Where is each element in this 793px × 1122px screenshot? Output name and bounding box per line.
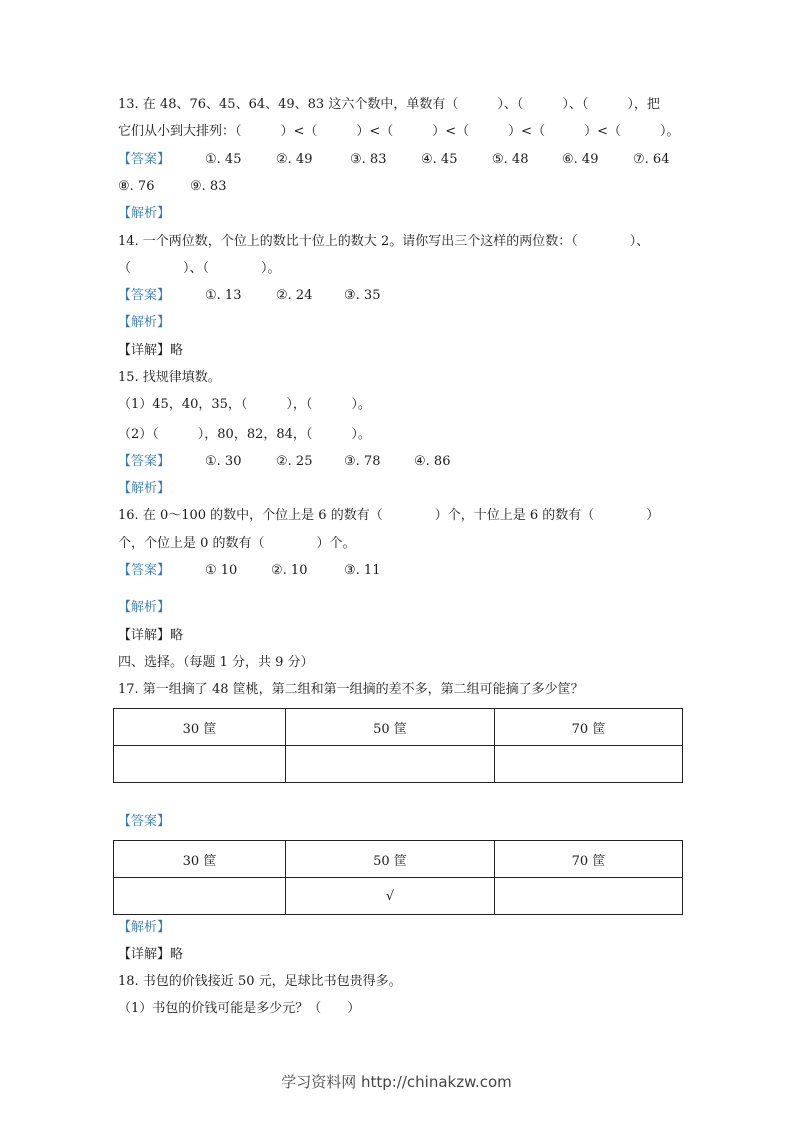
option-cell: 50 筐	[286, 709, 495, 746]
option-cell: 30 筐	[114, 841, 286, 878]
q15-line3: （2）（ ），80，82，84，（ ）。	[118, 427, 371, 442]
table-row	[114, 878, 683, 915]
q18-line1: 18. 书包的价钱接近 50 元，足球比书包贵得多。	[118, 974, 402, 989]
q13-analysis-tag: 【解析】	[118, 206, 171, 221]
q17-answer-table	[113, 840, 683, 915]
answer-item: ⑧. 76	[118, 179, 155, 194]
check-cell	[495, 878, 683, 915]
check-mark-cell: √	[286, 878, 495, 915]
q16-line2: 个，个位上是 0 的数有（ ）个。	[118, 536, 356, 551]
answer-item: ⑥. 49	[562, 152, 599, 167]
answer-item: ①. 30	[205, 454, 242, 469]
answer-item: ③. 78	[344, 454, 381, 469]
q14-answer-tag: 【答案】	[118, 288, 171, 303]
q14-line2: （ ）、（ ）。	[118, 261, 281, 276]
q18-line2: （1）书包的价钱可能是多少元？（ ）	[118, 1001, 361, 1016]
answer-item: ②. 25	[276, 454, 313, 469]
q17-options-table	[113, 708, 683, 783]
answer-item: ③. 35	[344, 288, 381, 303]
q16-line1: 16. 在 0～100 的数中，个位上是 6 的数有（ ）个，十位上是 6 的数有（ ）	[118, 508, 660, 523]
q13-line1: 13. 在 48、76、45、64、49、83 这六个数中，单数有（ ）、（ ）、（ ），把	[118, 97, 660, 112]
answer-item: ②. 49	[276, 152, 313, 167]
answer-item: ⑤. 48	[492, 152, 529, 167]
option-cell: 70 筐	[495, 841, 683, 878]
q15-analysis-tag: 【解析】	[118, 481, 171, 496]
check-cell[interactable]	[286, 746, 495, 783]
option-cell: 50 筐	[286, 841, 495, 878]
q16-detail: 【详解】略	[118, 628, 184, 643]
answer-item: ⑨. 83	[190, 179, 227, 194]
answer-item: ①. 45	[205, 152, 242, 167]
q16-answer-tag: 【答案】	[118, 563, 171, 578]
option-cell: 70 筐	[495, 709, 683, 746]
footer-watermark: 学习资料网 http://chinakzw.com	[281, 1073, 512, 1091]
q17-analysis-tag: 【解析】	[118, 920, 171, 935]
answer-item: ①. 13	[205, 288, 242, 303]
q17-detail: 【详解】略	[118, 947, 184, 962]
q14-detail: 【详解】略	[118, 343, 184, 358]
q13-answer-tag: 【答案】	[118, 152, 171, 167]
q14-line1: 14. 一个两位数，个位上的数比十位上的数大 2。请你写出三个这样的两位数：（ ）、	[118, 234, 650, 249]
q15-line1: 15. 找规律填数。	[118, 370, 221, 385]
q15-line2: （1）45，40，35，（ ），（ ）。	[118, 397, 371, 412]
table-row	[114, 746, 683, 783]
answer-item: ③. 83	[350, 152, 387, 167]
section-heading: 四、选择。（每题 1 分，共 9 分）	[118, 655, 314, 670]
q13-line2: 它们从小到大排列：（ ）<（ ）<（ ）<（ ）<（ ）<（ ）。	[118, 124, 680, 139]
check-cell[interactable]	[114, 746, 286, 783]
answer-item: ②. 10	[271, 563, 308, 578]
answer-item: ① 10	[205, 563, 238, 578]
answer-item: ③. 11	[344, 563, 381, 578]
check-cell	[114, 878, 286, 915]
q15-answer-tag: 【答案】	[118, 454, 171, 469]
option-cell: 30 筐	[114, 709, 286, 746]
answer-item: ④. 45	[421, 152, 458, 167]
q16-analysis-tag: 【解析】	[118, 600, 171, 615]
q17-answer-tag: 【答案】	[118, 814, 171, 829]
table-row	[114, 709, 683, 746]
q17-line1: 17. 第一组摘了 48 筐桃，第二组和第一组摘的差不多，第二组可能摘了多少筐？	[118, 682, 584, 697]
q14-analysis-tag: 【解析】	[118, 315, 171, 330]
table-row	[114, 841, 683, 878]
check-cell[interactable]	[495, 746, 683, 783]
answer-item: ⑦. 64	[633, 152, 670, 167]
answer-item: ②. 24	[276, 288, 313, 303]
answer-item: ④. 86	[414, 454, 451, 469]
